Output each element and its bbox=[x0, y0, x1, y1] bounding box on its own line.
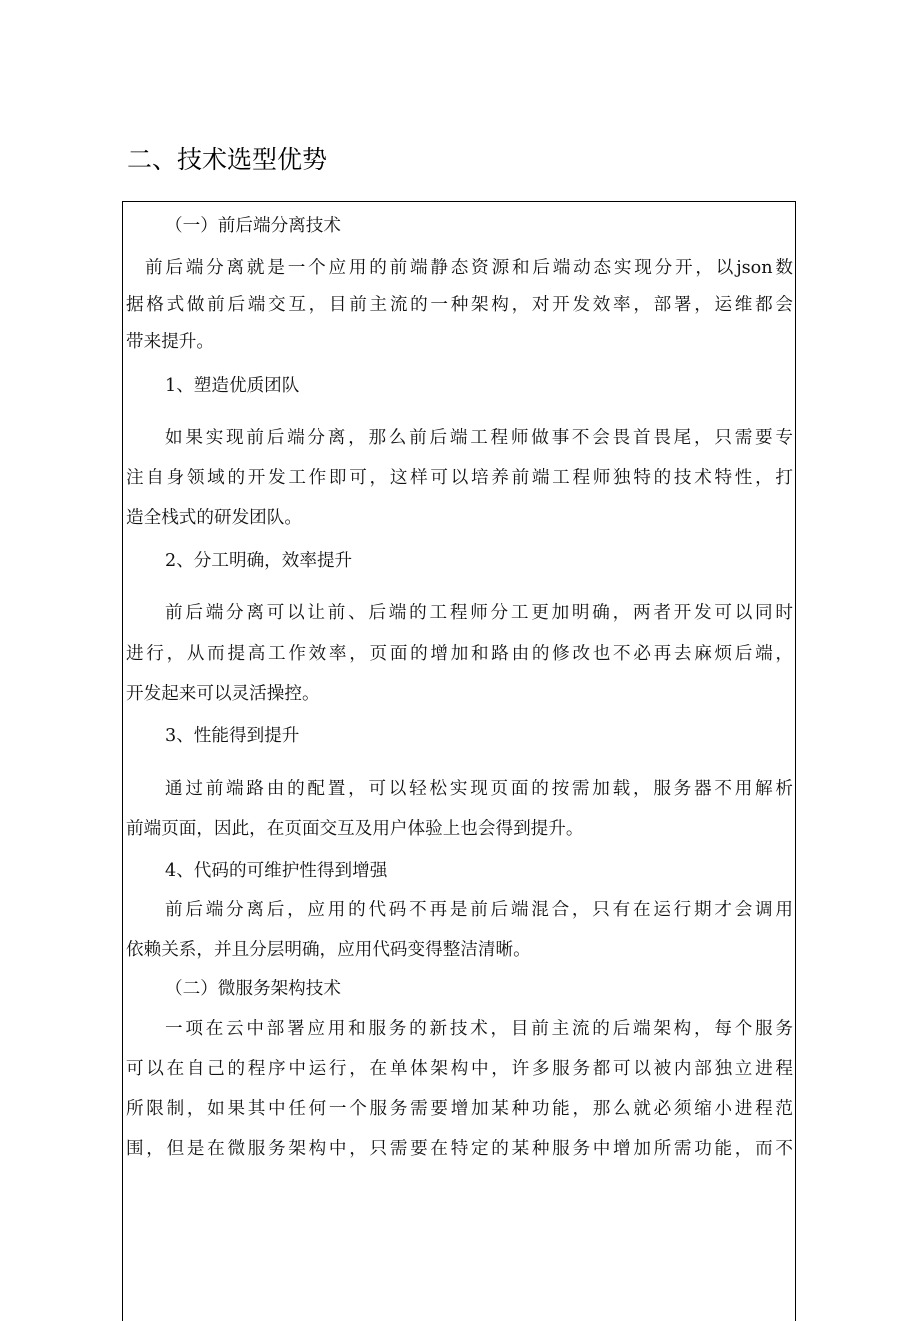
paragraph-line: 依赖关系，并且分层明确，应用代码变得整洁清晰。 bbox=[126, 940, 531, 960]
paragraph-line: 可以在自己的程序中运行，在单体架构中，许多服务都可以被内部独立进程 bbox=[126, 1059, 793, 1079]
subsection-title-frontend-backend: （一）前后端分离技术 bbox=[165, 216, 341, 236]
paragraph-line: 据格式做前后端交互，目前主流的一种架构，对开发效率，部署，运维都会 bbox=[126, 295, 793, 315]
paragraph-line: 带来提升。 bbox=[126, 332, 214, 352]
item-heading-2: 2、分工明确，效率提升 bbox=[165, 551, 353, 571]
paragraph-line: 前后端分离后，应用的代码不再是前后端混合，只有在运行期才会调用 bbox=[165, 900, 793, 920]
paragraph-line: 所限制，如果其中任何一个服务需要增加某种功能，那么就必须缩小进程范 bbox=[126, 1099, 793, 1119]
paragraph-line: 前端页面，因此，在页面交互及用户体验上也会得到提升。 bbox=[126, 819, 584, 839]
paragraph-line: 造全栈式的研发团队。 bbox=[126, 508, 302, 528]
paragraph-line: 进行，从而提高工作效率，页面的增加和路由的修改也不必再去麻烦后端， bbox=[126, 644, 793, 664]
paragraph-line: 一项在云中部署应用和服务的新技术，目前主流的后端架构，每个服务 bbox=[165, 1019, 793, 1039]
paragraph-line: 通过前端路由的配置，可以轻松实现页面的按需加载，服务器不用解析 bbox=[165, 779, 793, 799]
item-heading-4: 4、代码的可维护性得到增强 bbox=[165, 861, 388, 881]
paragraph-line: 注自身领域的开发工作即可，这样可以培养前端工程师独特的技术特性，打 bbox=[126, 468, 793, 488]
paragraph-line: 围，但是在微服务架构中，只需要在特定的某种服务中增加所需功能，而不 bbox=[126, 1139, 793, 1159]
item-heading-1: 1、塑造优质团队 bbox=[165, 376, 300, 396]
paragraph-line: 前后端分离就是一个应用的前端静态资源和后端动态实现分开，以json数 bbox=[145, 258, 793, 278]
section-heading: 二、技术选型优势 bbox=[127, 145, 328, 174]
item-heading-3: 3、性能得到提升 bbox=[165, 726, 300, 746]
paragraph-line: 如果实现前后端分离，那么前后端工程师做事不会畏首畏尾，只需要专 bbox=[165, 428, 793, 448]
paragraph-line: 前后端分离可以让前、后端的工程师分工更加明确，两者开发可以同时 bbox=[165, 603, 793, 623]
paragraph-line: 开发起来可以灵活操控。 bbox=[126, 684, 320, 704]
subsection-title-microservices: （二）微服务架构技术 bbox=[165, 979, 341, 999]
